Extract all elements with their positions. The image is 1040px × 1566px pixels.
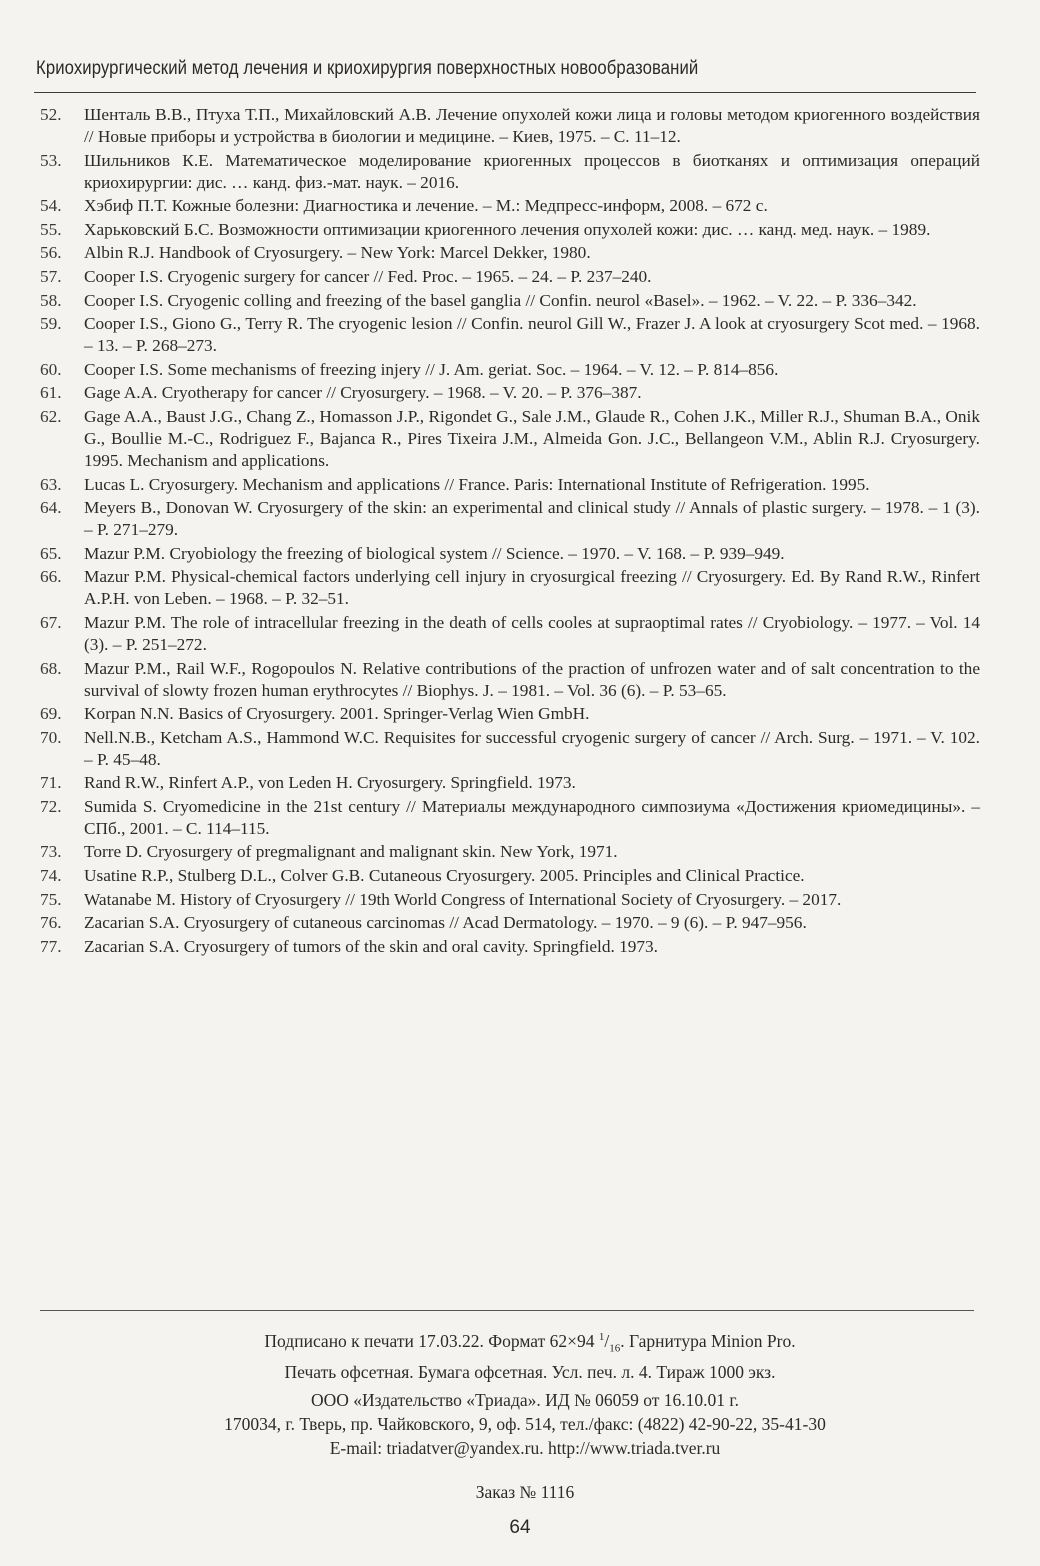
imprint-line-printing: Печать офсетная. Бумага офсетная. Усл. печ. л. 4. Тираж 1000 экз. <box>284 1362 776 1383</box>
reference-item <box>40 150 980 194</box>
order-number: Заказ № 1116 <box>475 1482 575 1502</box>
reference-text: Rand R.W., Rinfert A.P., von Leden H. Cryosurgery. Springfield. 1973. <box>84 773 576 793</box>
reference-number: 53. <box>40 150 62 170</box>
reference-number: 75. <box>40 889 62 909</box>
reference-text: Харьковский Б.С. Возможности оптимизации криогенного лечения опухолей кожи: дис. … канд. мед. наук. – 1989. <box>84 219 931 239</box>
reference-item <box>40 266 980 288</box>
reference-text: Zacarian S.A. Cryosurgery of tumors of the skin and oral cavity. Springfield. 1973. <box>84 936 659 956</box>
reference-number: 60. <box>40 359 62 379</box>
reference-text: Mazur P.M. The role of intracellular freezing in the death of cells cooles at supraoptimal rates // Cryobiology. – 1977. – Vol. 14 (3). – P. 251–272. <box>84 612 980 654</box>
reference-number: 56. <box>40 243 62 263</box>
reference-item <box>40 474 980 496</box>
reference-text: Usatine R.P., Stulberg D.L., Colver G.B. Cutaneous Cryosurgery. 2005. Principles and Clinical Practice. <box>84 866 805 886</box>
reference-number: 57. <box>40 266 62 286</box>
reference-number: 54. <box>40 196 62 216</box>
reference-number: 69. <box>40 704 62 724</box>
reference-text: Хэбиф П.Т. Кожные болезни: Диагностика и лечение. – М.: Медпресс-информ, 2008. – 672 с. <box>84 196 768 216</box>
reference-number: 52. <box>40 105 62 124</box>
reference-text: Mazur P.M. Physical-chemical factors underlying cell injury in cryosurgical freezing // Cryosurgery. Ed. By Rand R.W., Rinfert A.P.H. von Leben. – 1968. – P. 32–51. <box>84 567 980 609</box>
reference-number: 58. <box>40 290 62 310</box>
reference-item <box>40 936 980 958</box>
reference-item <box>40 290 980 312</box>
reference-number: 73. <box>40 842 62 862</box>
reference-item <box>40 889 980 911</box>
reference-text: Zacarian S.A. Cryosurgery of cutaneous carcinomas // Acad Dermatology. – 1970. – 9 (6). – P. 947–956. <box>84 913 807 933</box>
reference-text: Lucas L. Cryosurgery. Mechanism and applications // France. Paris: International Institute of Refrigeration. 1995. <box>84 474 870 494</box>
publisher-address: 170034, г. Тверь, пр. Чайковского, 9, оф. 514, тел./факс: (4822) 42-90-22, 35-41-30 <box>224 1414 826 1434</box>
reference-text: Albin R.J. Handbook of Cryosurgery. – New York: Marcel Dekker, 1980. <box>84 243 591 263</box>
reference-item <box>40 612 980 656</box>
reference-number: 72. <box>40 796 62 816</box>
reference-text: Cooper I.S. Some mechanisms of freezing injery // J. Am. geriat. Soc. – 1964. – V. 12. – P. 814–856. <box>84 359 779 379</box>
reference-number: 74. <box>40 866 62 886</box>
reference-list <box>40 104 980 959</box>
reference-item <box>40 543 980 565</box>
reference-number: 65. <box>40 543 62 563</box>
reference-text: Torre D. Cryosurgery of pregmalignant and malignant skin. New York, 1971. <box>84 842 618 862</box>
reference-text: Meyers B., Donovan W. Cryosurgery of the skin: an experimental and clinical study // Annals of plastic surgery. – 1978. – 1 (3). – P. 271–279. <box>84 498 980 540</box>
reference-number: 64. <box>40 498 62 518</box>
reference-number: 63. <box>40 474 62 494</box>
reference-item <box>40 195 980 217</box>
reference-item <box>40 796 980 840</box>
reference-text: Cooper I.S. Cryogenic surgery for cancer // Fed. Proc. – 1965. – 24. – P. 237–240. <box>84 266 652 286</box>
reference-text: Gage A.A. Cryotherapy for cancer // Cryosurgery. – 1968. – V. 20. – P. 376–387. <box>84 383 642 403</box>
reference-text: Korpan N.N. Basics of Cryosurgery. 2001. Springer-Verlag Wien GmbH. <box>84 704 590 724</box>
page-number: 64 <box>509 1517 531 1538</box>
reference-item <box>40 912 980 934</box>
reference-item <box>40 313 980 357</box>
reference-item <box>40 566 980 610</box>
reference-text: Mazur P.M. Cryobiology the freezing of biological system // Science. – 1970. – V. 168. – P. 939–949. <box>84 543 785 563</box>
reference-item <box>40 841 980 863</box>
reference-number: 55. <box>40 219 62 239</box>
reference-number: 66. <box>40 567 62 587</box>
reference-number: 67. <box>40 612 62 632</box>
reference-text: Nell.N.B., Ketcham A.S., Hammond W.C. Requisites for successful cryogenic surgery of cancer // Arch. Surg. – 1971. – V. 102. – P. 45–48. <box>84 727 980 769</box>
reference-number: 76. <box>40 913 62 933</box>
reference-text: Шенталь В.В., Птуха Т.П., Михайловский А.В. Лечение опухолей кожи лица и головы методом криогенного воздействия // Новые приборы и устройства в биологии и медицине. – Киев, 1975. – С. 11–12. <box>84 105 980 146</box>
reference-text: Sumida S. Cryomedicine in the 21st century // Материалы международного симпозиума «Достижения криомедицины». – СПб., 2001. – С. 114–115. <box>84 796 980 838</box>
reference-item <box>40 406 980 472</box>
reference-number: 71. <box>40 773 62 793</box>
reference-item <box>40 104 980 148</box>
reference-text: Cooper I.S. Cryogenic colling and freezing of the basel ganglia // Confin. neurol «Basel». – 1962. – V. 22. – P. 336–342. <box>84 290 917 310</box>
reference-text: Шильников К.Е. Математическое моделирование криогенных процессов в биотканях и оптимизация операций криохирургии: дис. … канд. физ.-мат. наук. – 2016. <box>84 150 980 192</box>
reference-number: 68. <box>40 658 62 678</box>
publisher-contacts: E-mail: triadatver@yandex.ru. http://www.triada.tver.ru <box>329 1438 721 1458</box>
reference-text: Watanabe M. History of Cryosurgery // 19th World Congress of International Society of Cryosurgery. – 2017. <box>84 889 842 909</box>
reference-item <box>40 772 980 794</box>
reference-text: Gage A.A., Baust J.G., Chang Z., Homasson J.P., Rigondet G., Sale J.M., Glaude R., Cohen J.K., Miller R.J., Shuman B.A., Onik G., Boullie M.-C., Rodriguez F., Bajanca R., Pires Tixeira J.M., Almeida Gon. J.C., Bellangeon V.M., Ablin R.J. Cryosurgery. 1995. Mechanism and applications. <box>84 406 980 470</box>
reference-number: 70. <box>40 727 62 747</box>
imprint-publisher <box>5 1388 1040 1460</box>
reference-item <box>40 359 980 381</box>
reference-item <box>40 242 980 264</box>
reference-item <box>40 865 980 887</box>
reference-item <box>40 703 980 725</box>
reference-number: 77. <box>40 936 62 956</box>
imprint-print-details <box>10 1325 1040 1384</box>
imprint-rule <box>40 1310 974 1311</box>
reference-item <box>40 219 980 241</box>
imprint-line-format: Подписано к печати 17.03.22. Формат 62×94 $^1/_{16}$. Гарнитура Minion Pro. <box>264 1330 796 1355</box>
reference-text: Cooper I.S., Giono G., Terry R. The cryogenic lesion // Confin. neurol Gill W., Frazer J. A look at cryosurgery Scot med. – 1968. – 13. – P. 268–273. <box>84 314 980 356</box>
reference-number: 61. <box>40 383 62 403</box>
header-rule <box>34 92 976 93</box>
reference-item <box>40 658 980 702</box>
reference-item <box>40 497 980 541</box>
reference-item <box>40 382 980 404</box>
reference-number: 59. <box>40 314 62 334</box>
running-header: Криохирургический метод лечения и криохирургия поверхностных новообразований <box>36 58 699 79</box>
reference-number: 62. <box>40 406 62 426</box>
reference-item <box>40 727 980 771</box>
reference-text: Mazur P.M., Rail W.F., Rogopoulos N. Relative contributions of the praction of unfrozen water and of salt concentration to the survival of slowty frozen human erythrocytes // Biophys. J. – 1981. – Vol. 36 (6). – P. 53–65. <box>84 658 980 700</box>
publisher-name: ООО «Издательство «Триада». ИД № 06059 от 16.10.01 г. <box>310 1390 740 1410</box>
